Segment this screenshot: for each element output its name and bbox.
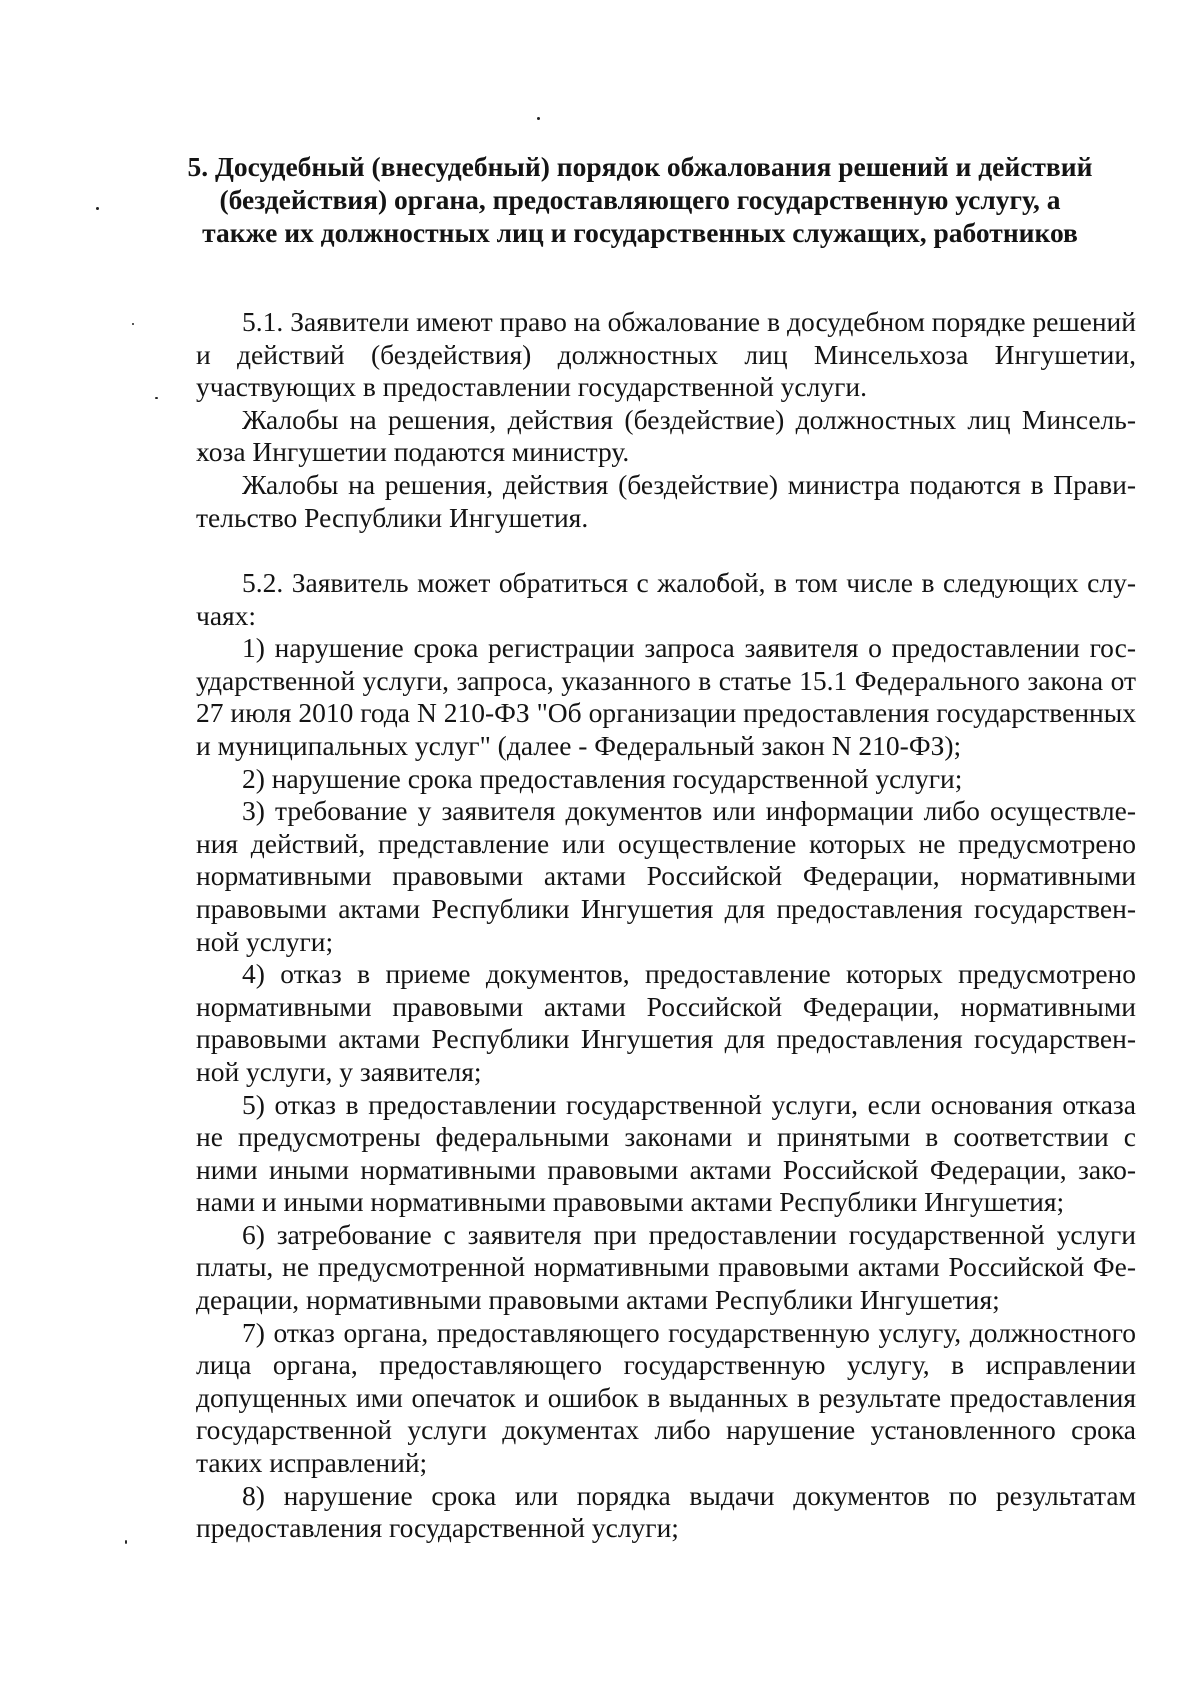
heading-line-3: также их должностных лиц и государственных служащих, работников [202,217,1078,248]
section-5-1 [196,306,1136,534]
list-item-8: 8) нарушение срока или порядка выдачи документов по результатам предоставления государственной услуги; [196,1479,1136,1544]
list-item-2: 2) нарушение срока предоставления государственной услуги; [242,762,963,794]
list-item-1: 1) нарушение срока регистрации запроса заявителя о предоставлении государственной услуги, запроса, указанного в статье 15.1 Федерального закона от 27 июля 2010 года N 210-ФЗ "Об организации предоставления государственных и муниципальных услуг" (далее - Федеральный закон N 210-ФЗ); [196,632,1136,761]
paragraph-5-1: 5.1. Заявители имеют право на обжалование в досудебном порядке решений и действий (бездействия) должностных лиц Минсельхоза Ингушетии, участвующих в предоставлении государственной услуги. [196,306,1136,403]
list-item-6: 6) затребование с заявителя при предоставлении государственной услуги платы, не предусмотренной нормативными правовыми актами Российской Федерации, нормативными правовыми актами Республики Ингушетия; [196,1218,1136,1316]
scan-speck [132,323,134,325]
list-item-7: 7) отказ органа, предоставляющего государственную услугу, должностного лица органа, предоставляющего государственную услугу, в исправлении допущенных ими опечаток и ошибок в выданных в результате предоставления государственной услуги документах либо нарушение установленного срока таких исправлений; [196,1316,1136,1479]
scan-speck [537,117,540,120]
scan-speck [125,1540,127,1544]
list-item-5: 5) отказ в предоставлении государственной услуги, если основания отказа не предусмотрены федеральными законами и принятыми в соответствии с ними иными нормативными правовыми актами Российской Федерации, законами и иными нормативными правовыми актами Республики Ингушетия; [196,1088,1136,1218]
scan-speck [155,397,158,399]
section-heading [160,150,1120,249]
list-item-4: 4) отказ в приеме документов, предоставление которых предусмотрено нормативными правовыми актами Российской Федерации, нормативными правовыми актами Республики Ингушетия для предоставления государственной услуги, у заявителя; [196,958,1136,1087]
scan-speck [96,207,99,210]
heading-line-1: 5. Досудебный (внесудебный) порядок обжалования решений и действий [187,151,1093,182]
section-5-2 [196,567,1136,1545]
paragraph-complaints-officials: Жалобы на решения, действия (бездействие) должностных лиц Минсельхоза Ингушетии подаются министру. [196,403,1136,468]
list-item-3: 3) требование у заявителя документов или информации либо осуществления действий, представление или осуществление которых не предусмотрено нормативными правовыми актами Российской Федерации, нормативными правовыми актами Республики Ингушетия для предоставления государственной услуги; [196,795,1136,957]
paragraph-5-2: 5.2. Заявитель может обратиться с жалобой, в том числе в следующих случаях: [196,567,1136,631]
paragraph-complaints-minister: Жалобы на решения, действия (бездействие) министра подаются в Правительство Республики Ингушетия. [196,468,1136,533]
heading-line-2: (бездействия) органа, предоставляющего государственную услугу, а [219,184,1061,215]
